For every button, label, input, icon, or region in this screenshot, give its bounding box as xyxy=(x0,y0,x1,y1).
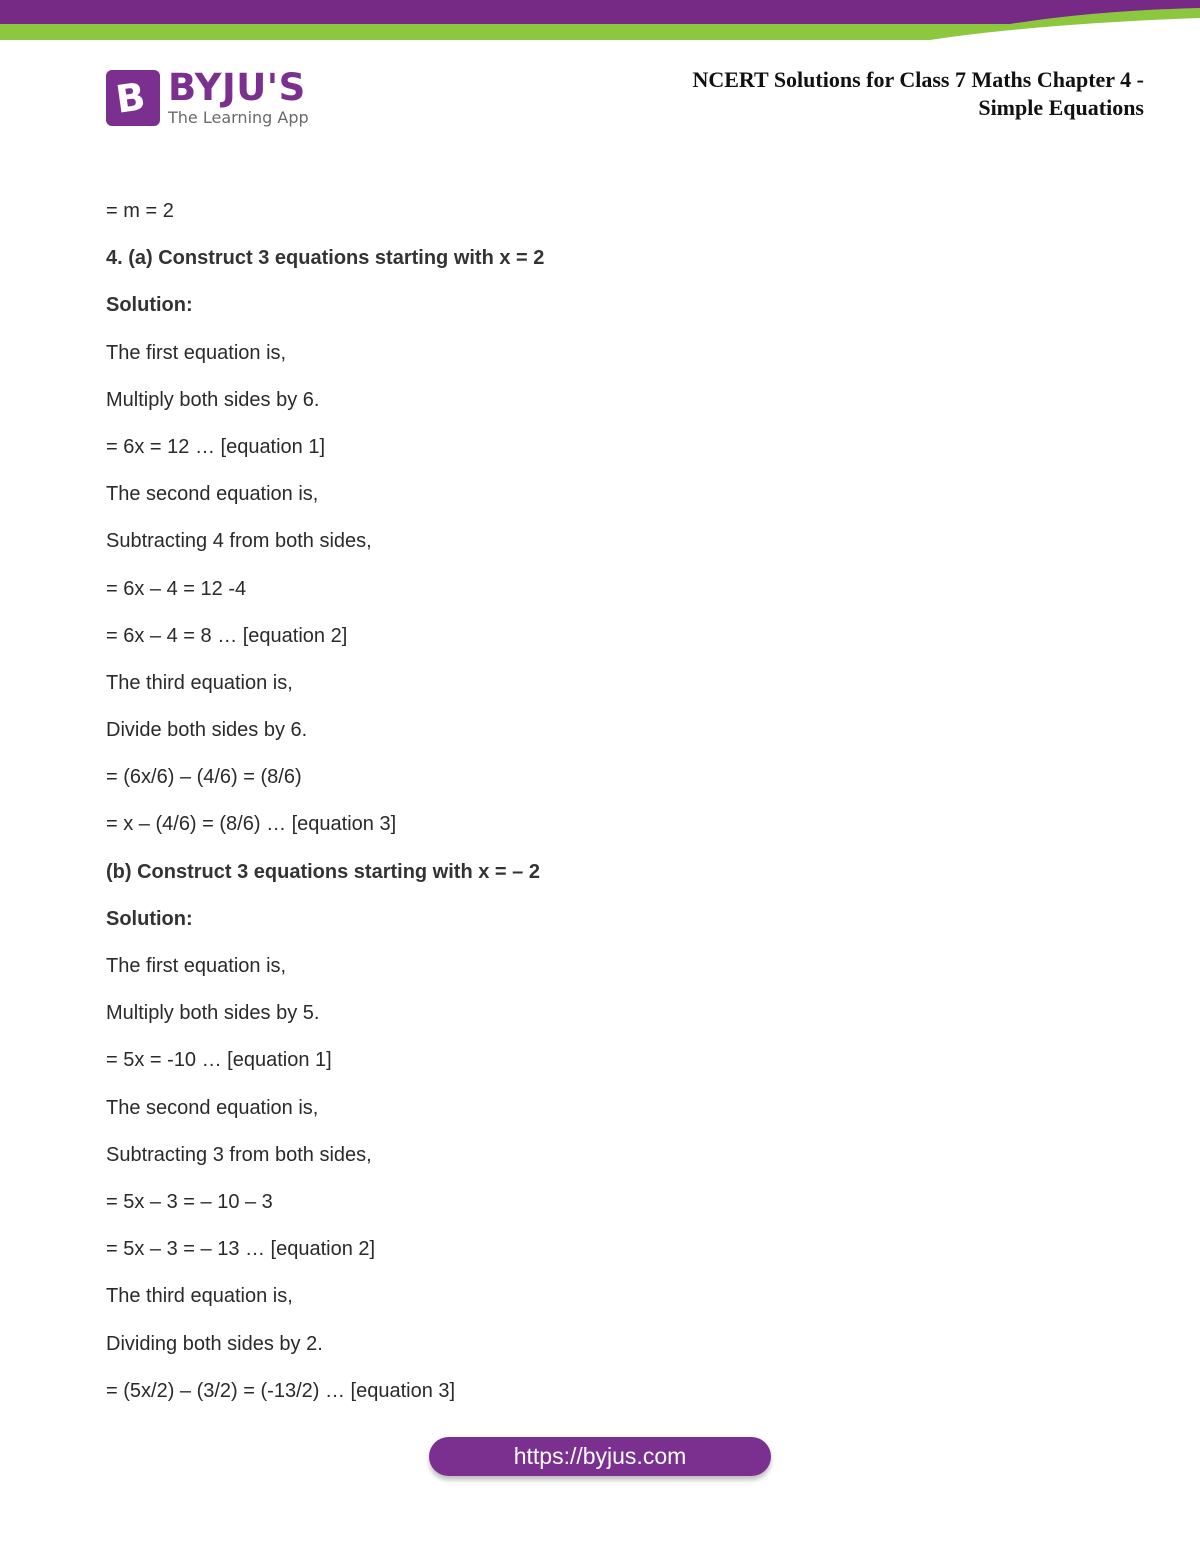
heading-line: Solution: xyxy=(106,907,193,930)
text-line: = 6x – 4 = 8 … [equation 2] xyxy=(106,624,348,647)
heading-line: 4. (a) Construct 3 equations starting with x = 2 xyxy=(106,247,545,270)
text-line: The second equation is, xyxy=(106,1096,319,1119)
text-line: = 6x – 4 = 12 -4 xyxy=(106,577,247,600)
text-line: The first equation is, xyxy=(106,955,287,977)
text-line: The third equation is, xyxy=(106,1285,293,1308)
footer-url-badge[interactable] xyxy=(429,1437,771,1476)
text-line: Subtracting 4 from both sides, xyxy=(106,530,372,553)
text-line: Divide both sides by 6. xyxy=(106,719,308,742)
logo-tagline: The Learning App xyxy=(168,108,309,127)
text-line: = x – (4/6) = (8/6) … [equation 3] xyxy=(106,813,397,836)
text-line: The second equation is, xyxy=(106,483,319,506)
document-title-line1: NCERT Solutions for Class 7 Maths Chapter 4 - xyxy=(692,67,1144,92)
footer-url[interactable]: https://byjus.com xyxy=(513,1443,687,1469)
text-line: Multiply both sides by 6. xyxy=(106,388,320,411)
document-title-line2: Simple Equations xyxy=(978,95,1144,120)
text-line: The first equation is, xyxy=(106,341,287,364)
solution-content xyxy=(106,197,1106,1424)
text-line: = (6x/6) – (4/6) = (8/6) xyxy=(106,766,302,789)
text-line: = (5x/2) – (3/2) = (-13/2) … [equation 3] xyxy=(106,1379,456,1402)
text-line: = 5x – 3 = – 10 – 3 xyxy=(106,1190,273,1213)
logo-icon xyxy=(106,70,160,126)
text-line: Dividing both sides by 2. xyxy=(106,1332,323,1355)
text-line: Subtracting 3 from both sides, xyxy=(106,1143,372,1166)
logo-name: BYJU'S xyxy=(168,66,306,109)
text-line: Multiply both sides by 5. xyxy=(106,1002,320,1025)
heading-line: (b) Construct 3 equations starting with x = – 2 xyxy=(106,860,540,883)
text-line: The third equation is, xyxy=(106,671,293,694)
text-line: = 5x – 3 = – 13 … [equation 2] xyxy=(106,1238,376,1261)
logo-letter: B xyxy=(113,74,148,122)
text-line: = 6x = 12 … [equation 1] xyxy=(106,435,326,458)
text-line: = 5x = -10 … [equation 1] xyxy=(106,1049,332,1072)
byjus-logo xyxy=(106,66,326,130)
text-line: = m = 2 xyxy=(106,200,174,222)
top-decorative-band xyxy=(0,0,1200,44)
document-title xyxy=(624,66,1144,122)
heading-line: Solution: xyxy=(106,294,193,317)
